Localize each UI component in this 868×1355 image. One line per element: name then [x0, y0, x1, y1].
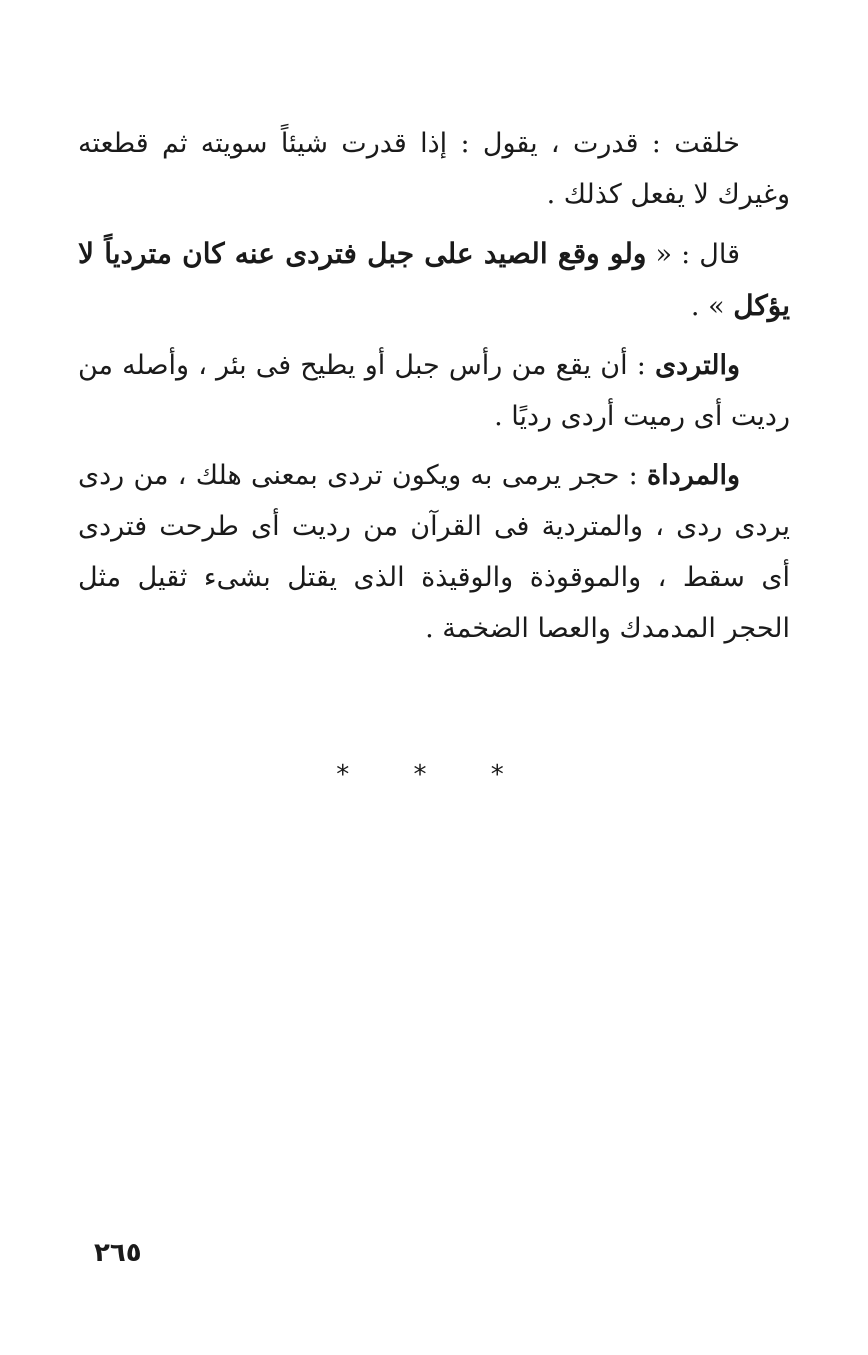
- paragraph-qal-quote: [78, 228, 790, 332]
- section-separator: * * *: [336, 760, 532, 790]
- paragraph-mirdat: [78, 450, 790, 654]
- term-mirdat: والمرداة: [647, 460, 740, 491]
- quote-close: » .: [690, 291, 734, 322]
- paragraph-taraddi: [78, 340, 790, 442]
- page-body: [78, 118, 790, 654]
- definition-mirdat: : حجر يرمى به ويكون تردى بمعنى هلك ، من ردى يردى ردى ، والمتردية فى القرآن من رديت أى طرحت فتردى أى سقط ، والموقوذة والوقيذة الذى يقتل بشىء ثقيل مثل الحجر المدمدك والعصا الضخمة .: [78, 460, 790, 644]
- quote-open: قال : «: [646, 239, 740, 270]
- definition-taraddi: : أن يقع من رأس جبل أو يطيح فى بئر ، وأصله من رديت أى رميت أردى رديًا .: [78, 350, 790, 432]
- paragraph-text: خلقت : قدرت ، يقول : إذا قدرت شيئاً سويته ثم قطعته وغيرك لا يفعل كذلك .: [78, 128, 790, 210]
- page-number: ٢٦٥: [94, 1238, 142, 1268]
- quoted-statement: ولو وقع الصيد على جبل فتردى عنه كان متردياً لا يؤكل: [78, 237, 790, 322]
- paragraph-khalaqtu: [78, 118, 790, 220]
- term-taraddi: والتردى: [655, 350, 740, 381]
